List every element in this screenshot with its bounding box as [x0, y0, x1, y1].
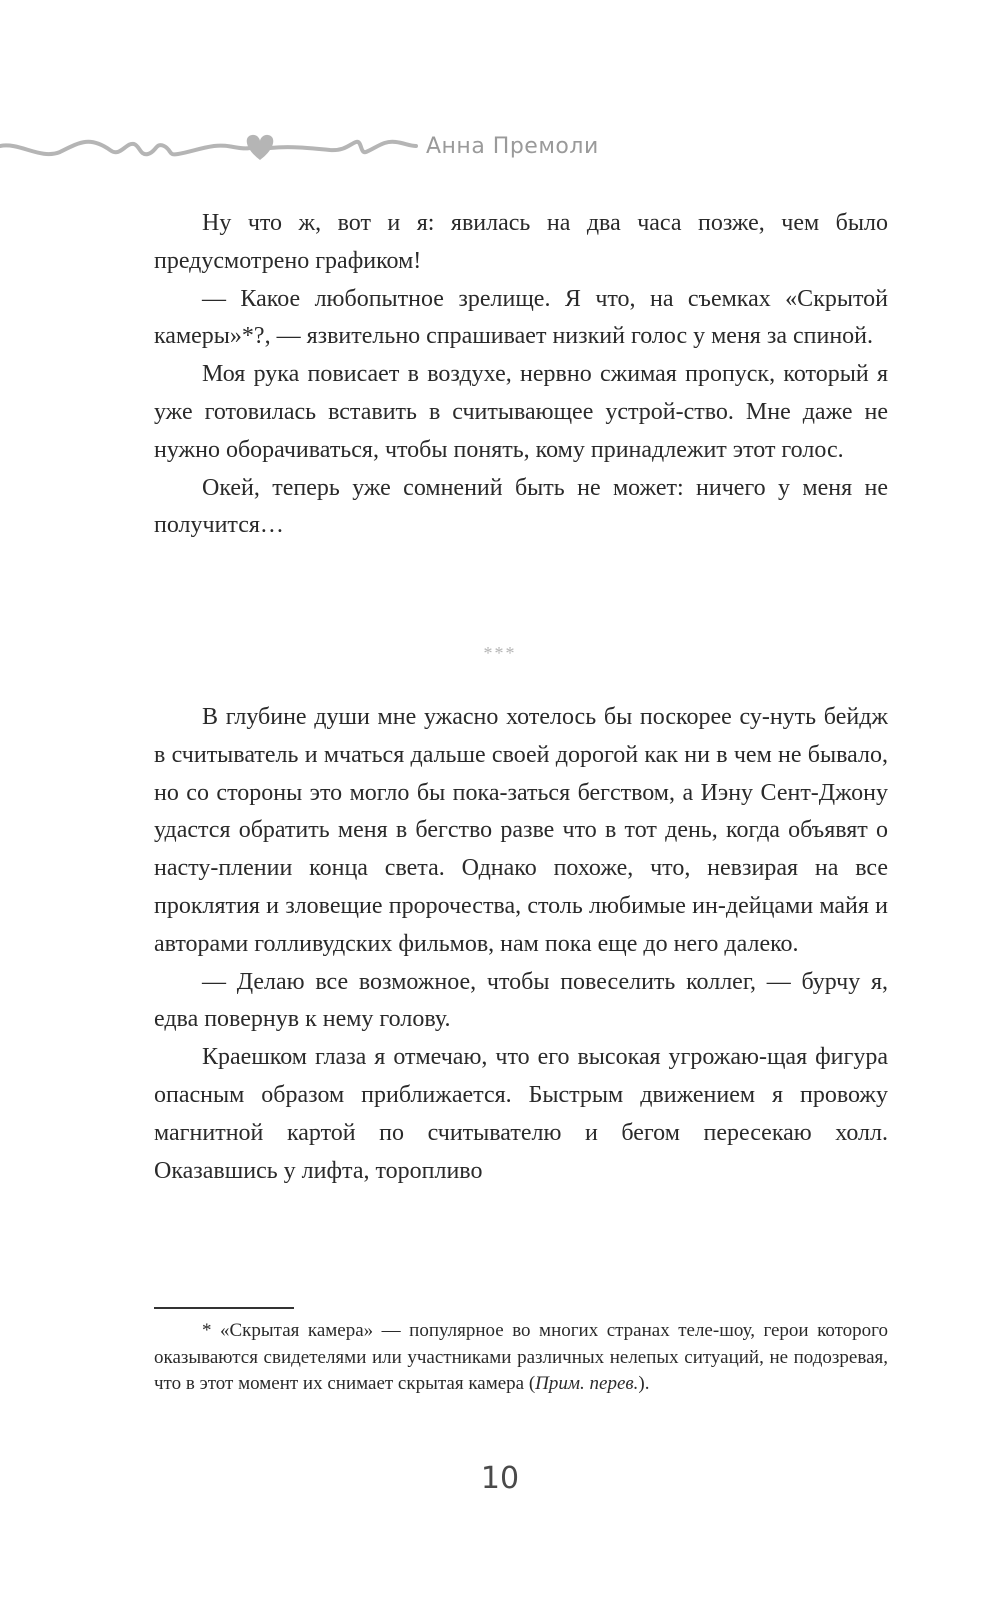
translator-note: Прим. перев.: [535, 1373, 639, 1394]
paragraph: В глубине души мне ужасно хотелось бы поскорее су-нуть бейдж в считыватель и мчаться дальше своей дорогой как ни в чем не бывало, но со стороны это могло бы пока-заться бегством, а Иэну Сент-Джону удастся обратить меня в бегство разве что в тот день, когда объявят о насту-плении конца света. Однако похоже, что, невзирая на все проклятия и зловещие пророчества, столь любимые ин-дейцами майя и авторами голливудских фильмов, нам пока еще до него далеко.: [154, 704, 888, 957]
paragraph: Ну что ж, вот и я: явилась на два часа позже, чем было предусмотрено графиком!: [154, 210, 888, 274]
paragraph: — Какое любопытное зрелище. Я что, на съемках «Скрытой камеры»*?, — язвительно спрашивает низкий голос у меня за спиной.: [154, 285, 888, 350]
main-text-section-1: [154, 205, 888, 545]
author-name: Анна Премоли: [426, 134, 599, 159]
page-number: 10: [480, 1461, 520, 1496]
footnote-end: ).: [638, 1373, 650, 1394]
footnote-rule: [154, 1307, 294, 1309]
running-header: [0, 120, 1000, 180]
main-text-section-2: [154, 699, 888, 1190]
paragraph: Моя рука повисает в воздухе, нервно сжимая пропуск, который я уже готовилась вставить в считывающее устрой-ство. Мне даже не нужно оборачиваться, чтобы понять, кому принадлежит этот голос.: [154, 361, 888, 463]
footnote: [154, 1318, 888, 1398]
footnote-text: * «Скрытая камера» — популярное во многих странах теле-шоу, герои которого оказываются свидетелями или участниками различных нелепых ситуаций, не подозревая, что в этот момент их снимает скрытая камера (: [154, 1320, 888, 1394]
paragraph: — Делаю все возможное, чтобы повеселить коллег, — бурчу я, едва повернув к нему голову.: [154, 968, 888, 1033]
section-separator: ***: [483, 643, 517, 663]
paragraph: Окей, теперь уже сомнений быть не может: ничего у меня не получится…: [154, 474, 888, 539]
paragraph: Краешком глаза я отмечаю, что его высокая угрожаю-щая фигура опасным образом приближается. Быстрым движением я провожу магнитной картой по считывателю и бегом пересекаю холл. Оказавшись у лифта, торопливо: [154, 1044, 888, 1184]
